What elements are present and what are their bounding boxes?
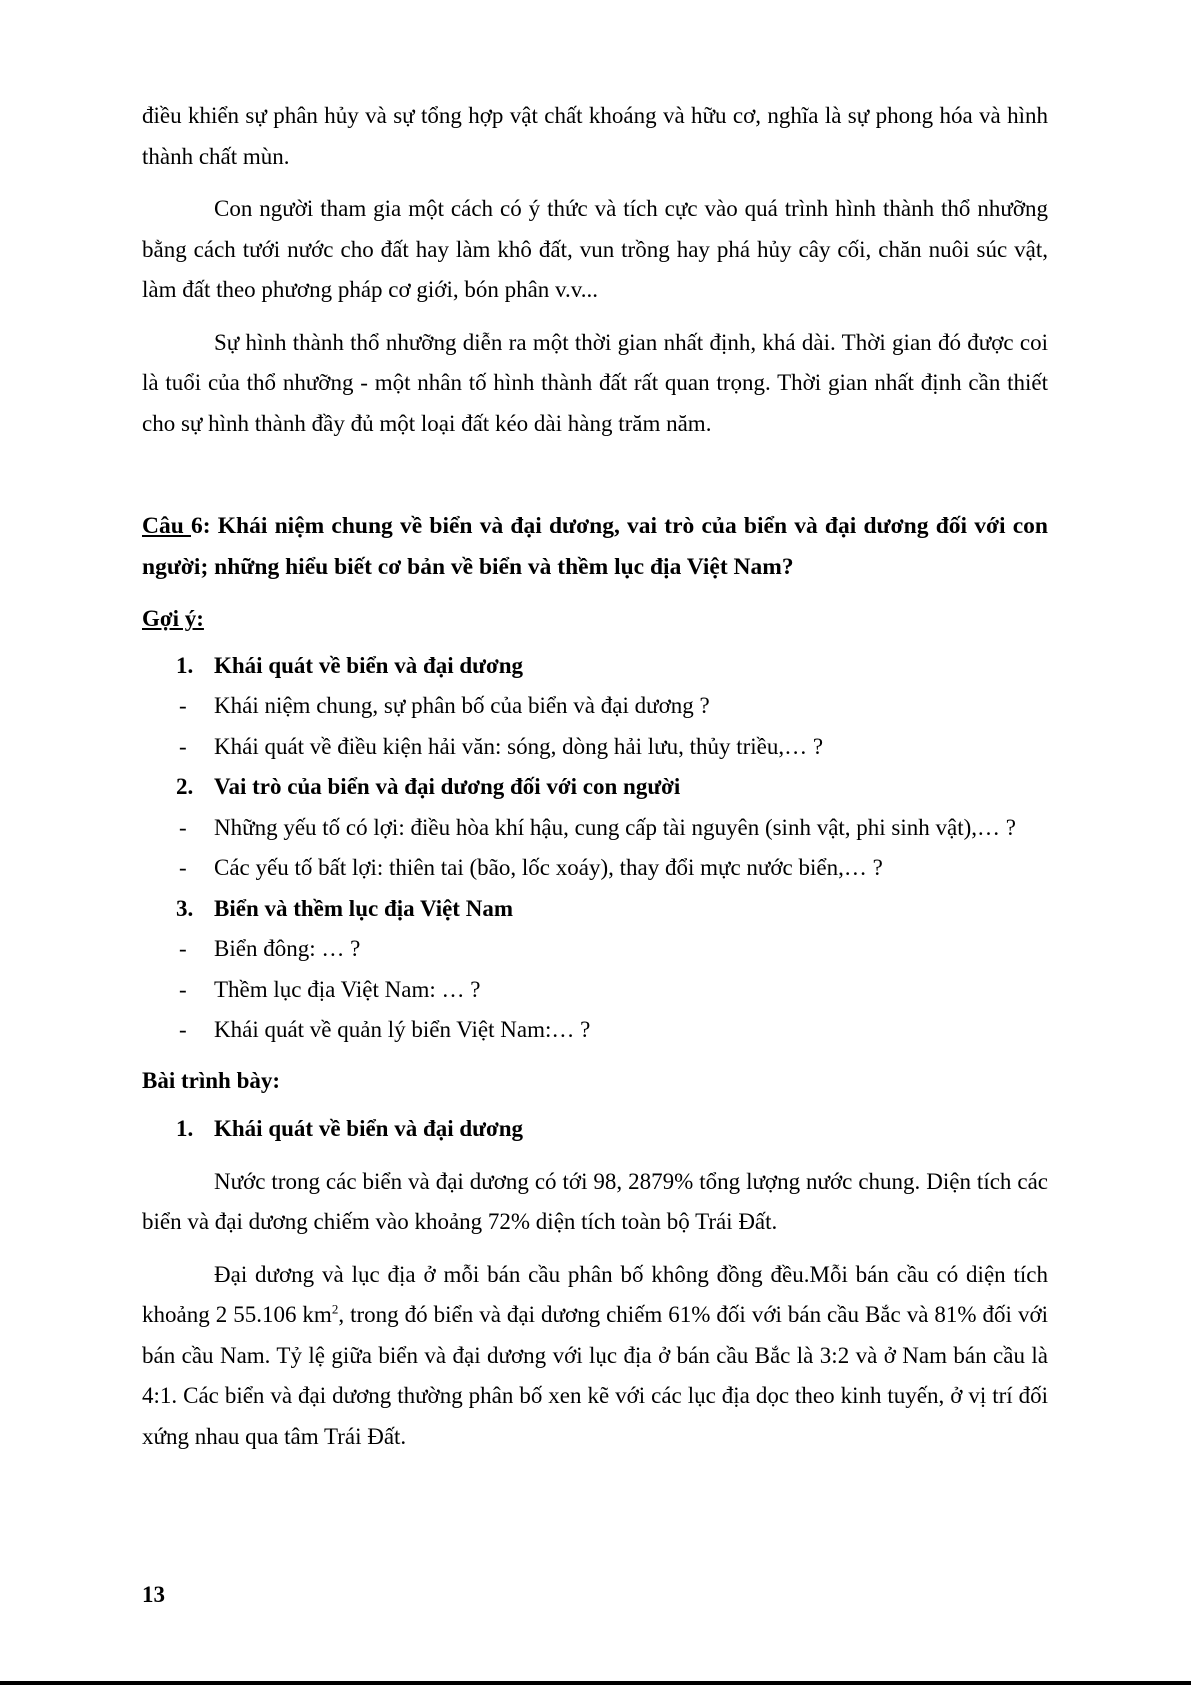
document-page bbox=[142, 96, 1048, 1457]
question-text: 6: Khái niệm chung về biển và đại dương, vai trò của biển và đại dương đối với con người; những hiểu biết cơ bản về biển và thềm lục địa Việt Nam? bbox=[142, 513, 1048, 580]
hint-section-3: 3. Biển và thềm lục địa Việt Nam bbox=[176, 895, 513, 921]
intro-paragraph-3: Sự hình thành thổ nhưỡng diễn ra một thời gian nhất định, khá dài. Thời gian đó được coi là tuổi của thổ nhưỡng - một nhân tố hình thành đất rất quan trọng. Thời gian nhất định cần thiết cho sự hình thành đầy đủ một loại đất kéo dài hàng trăm năm. bbox=[142, 329, 1048, 436]
list-item: - Các yếu tố bất lợi: thiên tai (bão, lốc xoáy), thay đổi mực nước biển,… ? bbox=[179, 855, 883, 880]
intro-paragraph-1: điều khiển sự phân hủy và sự tổng hợp vật chất khoáng và hữu cơ, nghĩa là sự phong hóa và hình thành chất mùn. bbox=[142, 103, 1048, 169]
hint-outline bbox=[142, 646, 1048, 1051]
bottom-border bbox=[0, 1681, 1191, 1685]
hint-section-1: 1. Khái quát về biển và đại dương bbox=[176, 652, 524, 678]
presentation-label: Bài trình bày: bbox=[142, 1067, 281, 1093]
presentation-paragraph-1: Nước trong các biển và đại dương có tới 98, 2879% tổng lượng nước chung. Diện tích các biển và đại dương chiếm vào khoảng 72% diện tích toàn bộ Trái Đất. bbox=[142, 1168, 1048, 1234]
list-item: - Khái quát về điều kiện hải văn: sóng, dòng hải lưu, thủy triều,… ? bbox=[179, 733, 824, 759]
list-item: - Những yếu tố có lợi: điều hòa khí hậu, cung cấp tài nguyên (sinh vật, phi sinh vật),… ? bbox=[179, 814, 1016, 840]
list-item: - Biển đông: … ? bbox=[179, 936, 361, 961]
intro-paragraph-2: Con người tham gia một cách có ý thức và tích cực vào quá trình hình thành thổ nhưỡng bằng cách tưới nước cho đất hay làm khô đất, vun trồng hay phá hủy cây cối, chăn nuôi súc vật, làm đất theo phương pháp cơ giới, bón phân v.v... bbox=[142, 196, 1048, 302]
question-heading bbox=[142, 506, 1048, 587]
hint-section-2: 2. Vai trò của biển và đại dương đối với con người bbox=[176, 774, 681, 799]
question-label: Câu bbox=[142, 513, 191, 539]
presentation-paragraph-2: Đại dương và lục địa ở mỗi bán cầu phân bố không đồng đều.Mỗi bán cầu có diện tích khoảng 2 55.106 $km^2$, trong đó biển và đại dương chiếm 61% đối với bán cầu Bắc và 81% đối với bán cầu Nam. Tỷ lệ giữa biển và đại dương với lục địa ở bán cầu Bắc là 3:2 và ở Nam bán cầu là 4:1. Các biển và đại dương thường phân bố xen kẽ với các lục địa dọc theo kinh tuyến, ở vị trí đối xứng nhau qua tâm Trái Đất. bbox=[142, 1261, 1048, 1449]
hint-label: Gợi ý: bbox=[142, 606, 204, 631]
list-item: - Khái niệm chung, sự phân bố của biển và đại dương ? bbox=[179, 693, 710, 718]
list-item: - Thềm lục địa Việt Nam: … ? bbox=[179, 976, 481, 1002]
list-item: - Khái quát về quản lý biển Việt Nam:… ? bbox=[179, 1017, 591, 1042]
presentation-section-1: 1. Khái quát về biển và đại dương bbox=[176, 1116, 524, 1141]
page-number: 13 bbox=[142, 1582, 165, 1607]
